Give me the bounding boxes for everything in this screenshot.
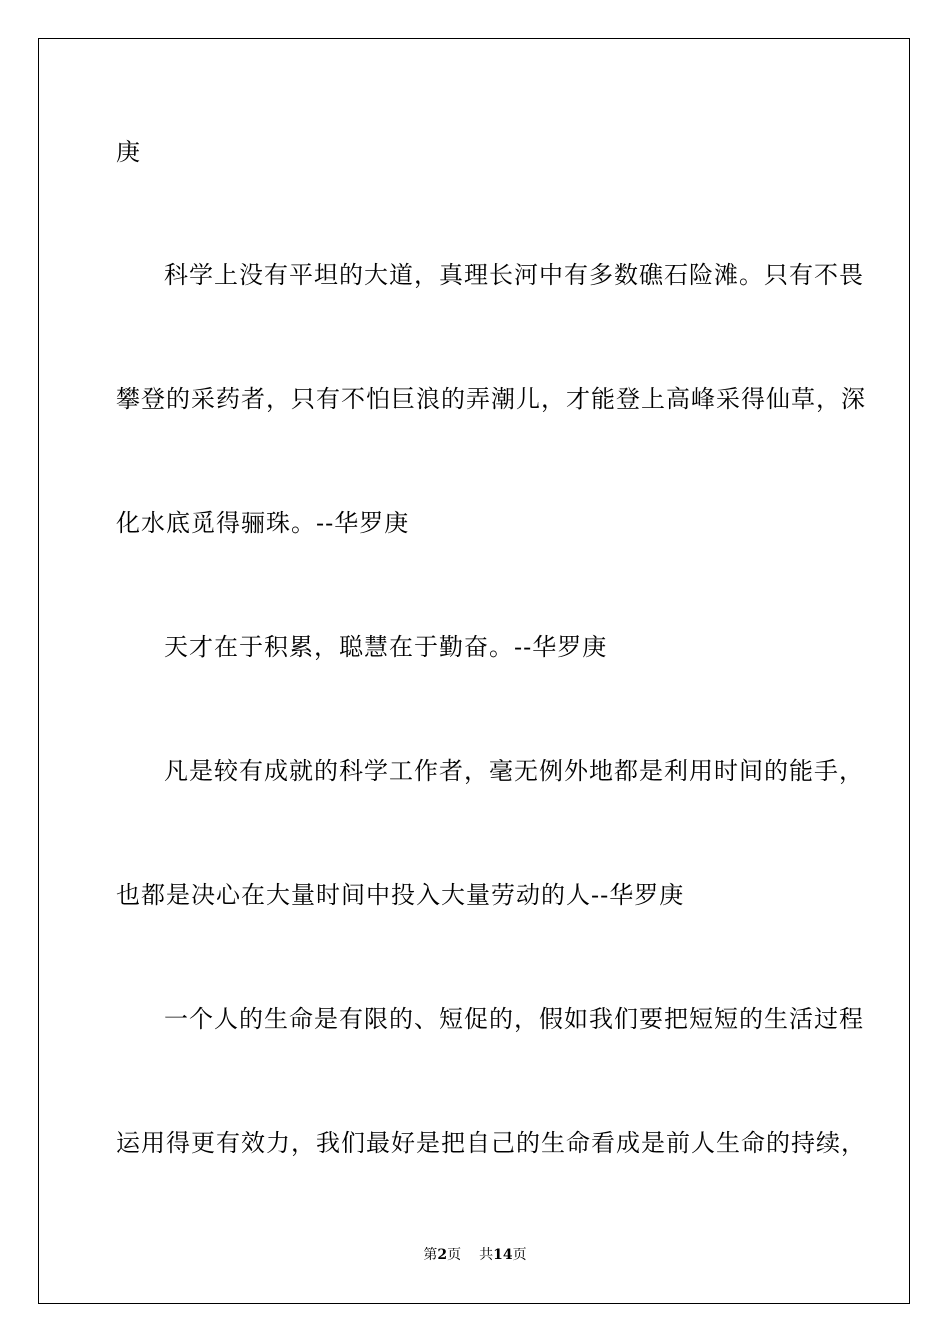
footer-total-pages: 14 — [493, 1247, 513, 1263]
page-border — [38, 38, 910, 1304]
text-line: 科学上没有平坦的大道，真理长河中有多数礁石险滩。只有不畏 — [164, 261, 864, 289]
footer-page-suffix: 页 — [447, 1247, 462, 1263]
footer-page-number: 2 — [437, 1247, 448, 1263]
text-line: 庚 — [116, 138, 141, 166]
footer-total-suffix: 页 — [512, 1247, 527, 1263]
text-line: 运用得更有效力，我们最好是把自己的生命看成是前人生命的持续， — [116, 1129, 866, 1157]
text-line: 一个人的生命是有限的、短促的，假如我们要把短短的生活过程 — [164, 1005, 864, 1033]
text-line: 化水底觅得骊珠。--华罗庚 — [116, 509, 410, 537]
page-footer — [0, 1246, 950, 1264]
text-line: 攀登的采药者，只有不怕巨浪的弄潮儿，才能登上高峰采得仙草，深 — [116, 385, 866, 413]
text-line: 天才在于积累，聪慧在于勤奋。--华罗庚 — [164, 633, 608, 661]
footer-total-prefix: 共 — [479, 1247, 494, 1263]
footer-page-prefix: 第 — [423, 1247, 438, 1263]
text-line: 也都是决心在大量时间中投入大量劳动的人--华罗庚 — [116, 881, 685, 909]
text-line: 凡是较有成就的科学工作者，毫无例外地都是利用时间的能手， — [164, 757, 864, 785]
